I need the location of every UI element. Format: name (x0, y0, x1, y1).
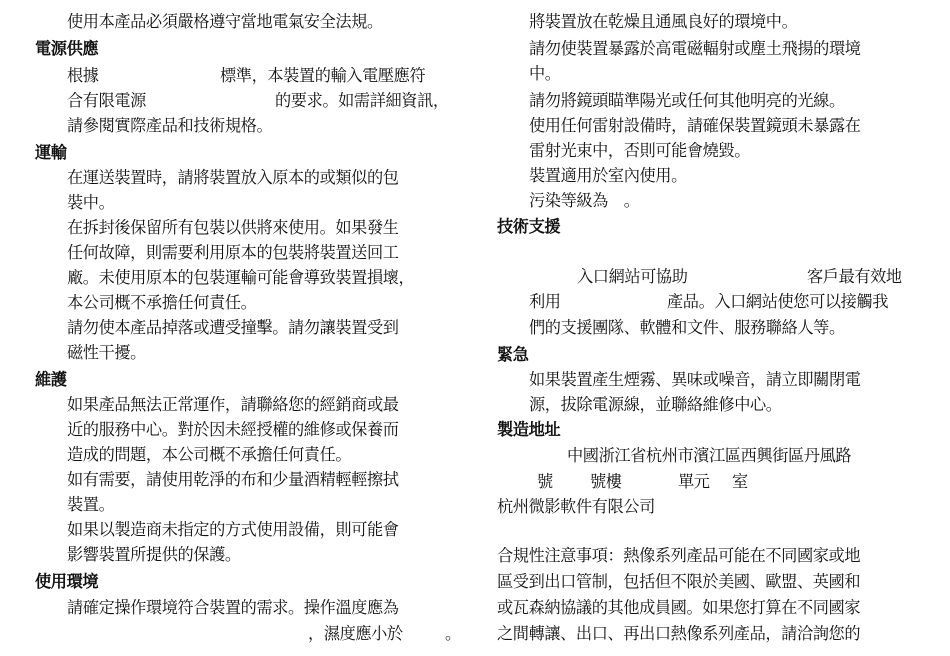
power-line: 的要求。如需詳細資訊， (275, 91, 449, 110)
environment-cont-line: 裝置適用於室內使用。 (529, 166, 687, 185)
environment-line: 。 (445, 624, 461, 643)
power-line: 根據 (67, 66, 99, 85)
maintenance-line: 如有需要，請使用乾淨的布和少量酒精輕輕擦拭 (67, 470, 399, 489)
support-line: 產品。入口網站使您可以接觸我 (667, 292, 889, 311)
maintenance-heading: 維護 (35, 370, 67, 389)
intro-text: 使用本產品必須嚴格遵守當地電氣安全法規。 (67, 12, 383, 31)
environment-cont-line: 請勿將鏡頭瞄準陽光或任何其他明亮的光線。 (529, 91, 845, 110)
transport-heading: 運輸 (35, 143, 67, 162)
address-part: 號樓 (590, 472, 622, 491)
maintenance-line: 影響裝置所提供的保護。 (67, 545, 241, 564)
environment-cont-line: 請勿使裝置暴露於高電磁輻射或塵土飛揚的環境 (529, 39, 861, 58)
transport-line: 本公司概不承擔任何責任。 (67, 293, 257, 312)
environment-cont-line: 中。 (529, 64, 561, 83)
maintenance-line: 造成的問題，本公司概不承擔任何責任。 (67, 445, 352, 464)
transport-line: 在運送裝置時，請將裝置放入原本的或類似的包 (67, 168, 399, 187)
address-part: 號 (537, 472, 553, 491)
power-line: 標準，本裝置的輸入電壓應符 (220, 66, 426, 85)
maintenance-line: 如果產品無法正常運作，請聯絡您的經銷商或最 (67, 395, 399, 414)
transport-line: 廠。未使用原本的包裝運輸可能會導致裝置損壞， (67, 268, 415, 287)
address-part: 單元 (678, 472, 710, 491)
maintenance-line: 裝置。 (67, 495, 115, 514)
transport-line: 任何故障，則需要利用原本的包裝將裝置送回工 (67, 243, 399, 262)
emergency-line: 源，拔除電源線，並聯絡維修中心。 (529, 395, 782, 414)
environment-line: ，濕度應小於 (308, 624, 403, 643)
company-name: 杭州微影軟件有限公司 (497, 497, 655, 516)
support-line: 客戶最有效地 (807, 267, 902, 286)
power-line: 合有限電源 (67, 91, 146, 110)
compliance-line: 之間轉讓、出口、再出口熱像系列產品，請洽詢您的 (497, 624, 861, 643)
support-line: 們的支援團隊、軟體和文件、服務聯絡人等。 (529, 318, 845, 337)
environment-line: 請確定操作環境符合裝置的需求。操作溫度應為 (67, 598, 399, 617)
address-heading: 製造地址 (497, 420, 561, 439)
transport-line: 磁性干擾。 (67, 343, 146, 362)
environment-cont-line: 使用任何雷射設備時，請確保裝置鏡頭未暴露在 (529, 116, 861, 135)
compliance-line: 合規性注意事項：熱像系列產品可能在不同國家或地 (497, 546, 861, 565)
power-heading: 電源供應 (35, 39, 99, 58)
environment-heading: 使用環境 (35, 572, 99, 591)
environment-cont-line: 雷射光束中，否則可能會燒毀。 (529, 141, 751, 160)
environment-cont-line: 污染等級為 。 (529, 191, 640, 210)
power-line: 請參閱實際產品和技術規格。 (67, 116, 273, 135)
emergency-line: 如果裝置產生煙霧、異味或噪音，請立即關閉電 (529, 370, 861, 389)
support-line: 入口網站可協助 (577, 267, 688, 286)
maintenance-line: 如果以製造商未指定的方式使用設備，則可能會 (67, 520, 399, 539)
transport-line: 在拆封後保留所有包裝以供將來使用。如果發生 (67, 218, 399, 237)
environment-cont-line: 將裝置放在乾燥且通風良好的環境中。 (529, 12, 798, 31)
address-line: 中國浙江省杭州市濱江區西興街區丹風路 (567, 446, 852, 465)
compliance-line: 區受到出口管制，包括但不限於美國、歐盟、英國和 (497, 572, 861, 591)
support-line: 利用 (529, 292, 561, 311)
maintenance-line: 近的服務中心。對於因未經授權的維修或保養而 (67, 420, 399, 439)
emergency-heading: 緊急 (497, 345, 529, 364)
compliance-line: 或瓦森納協議的其他成員國。如果您打算在不同國家 (497, 598, 861, 617)
transport-line: 裝中。 (67, 193, 115, 212)
address-part: 室 (732, 472, 748, 491)
transport-line: 請勿使本產品掉落或遭受撞擊。請勿讓裝置受到 (67, 318, 399, 337)
support-heading: 技術支援 (497, 217, 561, 236)
